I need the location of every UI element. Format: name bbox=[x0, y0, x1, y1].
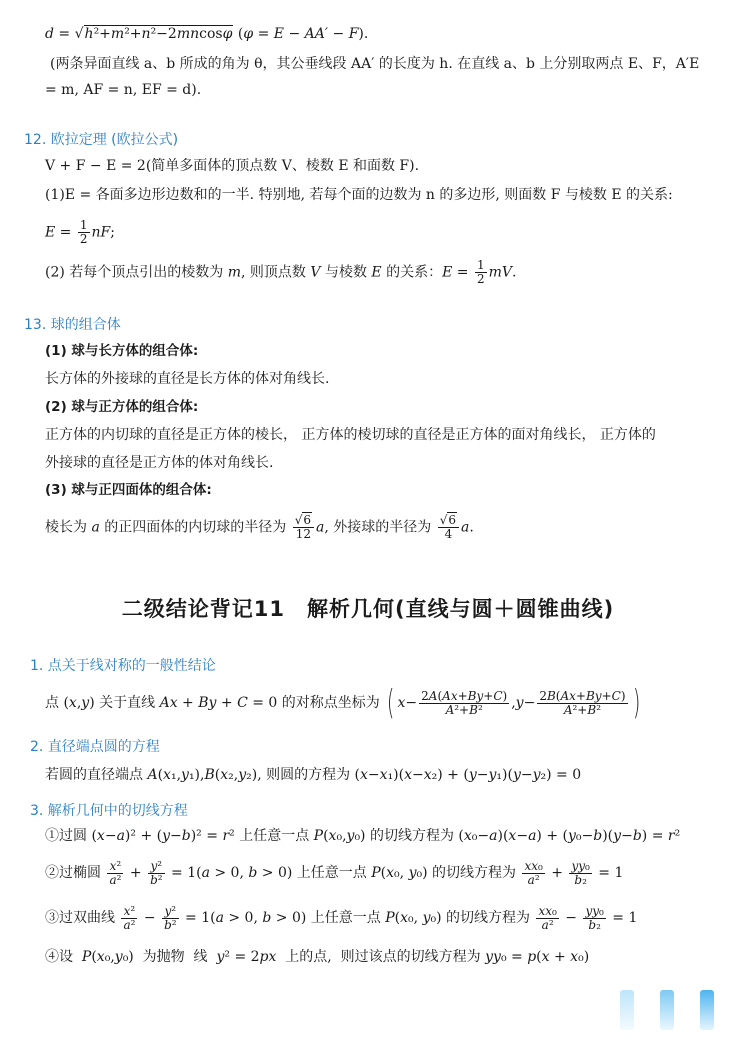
euler-rule-2: (2) 若每个顶点引出的棱数为 m, 则顶点数 V 与棱数 E 的关系：E = $\frac{1}{2}$ mV. bbox=[45, 258, 517, 286]
distance-note-line1: (两条异面直线 a、b 所成的角为 θ，其公垂线段 AA′ 的长度为 h. 在直线 a、b 上分别取两点 E、F，A′E bbox=[50, 56, 700, 72]
sphere-cube-text-1: 正方体的内切球的直径是正方体的棱长， 正方体的棱切球的直径是正方体的面对角线长， 正方体的 bbox=[45, 427, 656, 443]
watermark-bar-2 bbox=[660, 990, 674, 1030]
part-2-heading: 2. 直径端点圆的方程 bbox=[30, 739, 160, 755]
watermark-bar-1 bbox=[620, 990, 634, 1030]
sphere-cuboid-subheading: (1) 球与长方体的组合体: bbox=[45, 343, 199, 359]
sphere-cube-subheading: (2) 球与正方体的组合体: bbox=[45, 399, 199, 415]
part-3-heading: 3. 解析几何中的切线方程 bbox=[30, 803, 188, 819]
section-12-heading: 12. 欧拉定理 (欧拉公式) bbox=[24, 132, 179, 148]
watermark-bar-3 bbox=[700, 990, 714, 1030]
section-13-heading: 13. 球的组合体 bbox=[24, 317, 121, 333]
distance-formula: d = √h²+m²+n²−2mncosφ (φ = E − AA′ − F). bbox=[45, 26, 369, 42]
sphere-cube-text-2: 外接球的直径是正方体的体对角线长. bbox=[45, 455, 274, 471]
sphere-tetra-text: 棱长为 a 的正四面体的内切球的半径为 $\frac{√6}{12}$ a, 外接球的半径为 $\frac{√6}{4}$ a. bbox=[45, 513, 474, 541]
euler-rule-1: (1)E = 各面多边形边数和的一半. 特别地, 若每个面的边数为 n 的多边形, 则面数 F 与棱数 E 的关系: bbox=[45, 187, 673, 203]
part-1-heading: 1. 点关于线对称的一般性结论 bbox=[30, 658, 216, 674]
chapter-title: 二级结论背记11 解析几何(直线与圆＋圆锥曲线) bbox=[121, 597, 615, 621]
sphere-cuboid-text: 长方体的外接球的直径是长方体的体对角线长. bbox=[45, 371, 330, 387]
euler-formula: V + F − E = 2(简单多面体的顶点数 V、棱数 E 和面数 F). bbox=[45, 158, 420, 174]
tangent-parabola: ④设 P(x₀,y₀) 为抛物 线 y² = 2px 上的点, 则过该点的切线方程为 yy₀ = p(x + x₀) bbox=[45, 949, 590, 965]
tangent-hyperbola: ③过双曲线 $\frac{\text{x²}}{\text{a²}}$ − $\frac{\text{y²}}{\text{b²}}$ = 1(a > 0, b > 0) 上任意一点 P(x₀, y₀) 的切线方程为 $\frac{\text{xx₀}}{\text{a²}}$ − $\frac{\text{yy₀}}{\text{b₂}}$ = 1 bbox=[45, 903, 638, 932]
tangent-ellipse: ②过椭圆 $\frac{\text{x²}}{\text{a²}}$ + $\frac{\text{y²}}{\text{b²}}$ = 1(a > 0, b > 0) 上任意一点 P(x₀, y₀) 的切线方程为 $\frac{\text{xx₀}}{\text{a²}}$ + $\frac{\text{yy₀}}{\text{b₂}}$ = 1 bbox=[45, 858, 624, 887]
sphere-tetra-subheading: (3) 球与正四面体的组合体: bbox=[45, 482, 212, 498]
tangent-circle: ①过圆 (x−a)² + (y−b)² = r² 上任意一点 P(x₀,y₀) 的切线方程为 (x₀−a)(x−a) + (y₀−b)(y−b) = r² bbox=[45, 828, 681, 844]
euler-eq-e: E = $\frac{1}{2}$ nF; bbox=[45, 218, 115, 246]
distance-note-line2: = m, AF = n, EF = d). bbox=[45, 82, 202, 98]
symmetric-point-formula: 点 (x,y) 关于直线 Ax + By + C = 0 的对称点坐标为 ( x− $\frac{2A(Ax+By+C)}{\text{A²+B²}}$ ,y− $\frac{2B(Ax+By+C)}{\text{A²+B²}}$ ) bbox=[45, 683, 640, 723]
diameter-circle-equation: 若圆的直径端点 A(x₁,y₁),B(x₂,y₂), 则圆的方程为 (x−x₁)(x−x₂) + (y−y₁)(y−y₂) = 0 bbox=[45, 767, 582, 783]
